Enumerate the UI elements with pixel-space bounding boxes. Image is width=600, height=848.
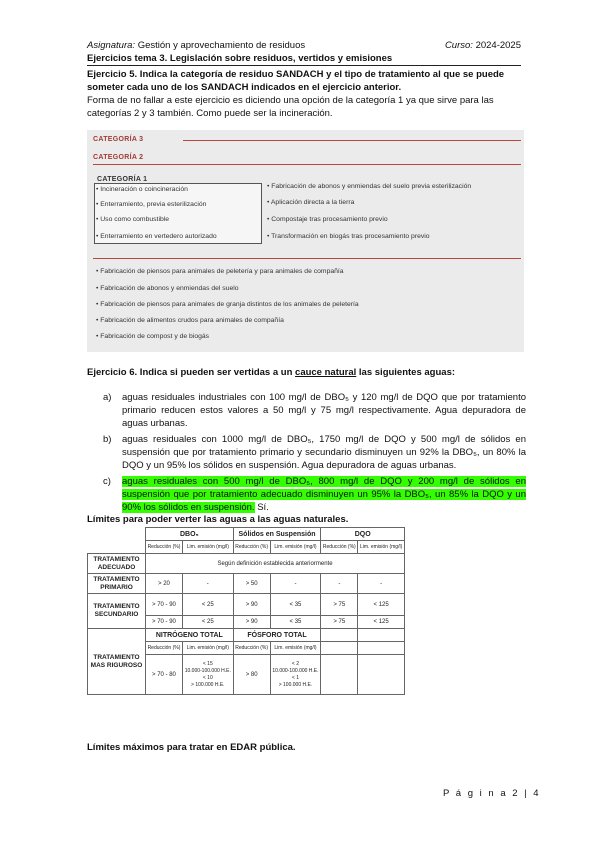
cat3-item: • Fabricación de piensos para animales de peletería y para animales de compañía	[96, 268, 344, 275]
category-3-label: CATEGORÍA 3	[93, 136, 144, 143]
limits-title: Límites para poder verter las aguas a las aguas naturales.	[87, 514, 349, 525]
table-row: Reducción (%) Lim. emisión (mg/l) Reducción (%) Lim. emisión (mg/l)	[88, 642, 405, 655]
category-1-line	[93, 258, 521, 259]
page-number: P á g i n a 2 | 4	[443, 788, 541, 799]
discharge-limits-table: DBO₅ Sólidos en Suspensión DQO Reducción (%) Lim. emisión (mg/l) Reducción (%) Lim. emisión (mg/l) Reducción (%) Lim. emisión (mg/l) TRATAMIENTO ADECUADO Según definición establecida anteriormente TRATAMIENTO PRIMARIO > 20 - > 50 - - - TRATAMIENTO SECUNDARIO > 70 - 90 < 25 > 90 < 35 > 75 < 125 > 70 - 90 < 25 > 90 < 35 > 75 < 125 TRATAMIENTO MAS RIGUROSO NITRÓGENO TOTAL FÓSFORO TOTAL Reducción (%) Lim. emisión (mg/l) Reducción (%) Lim. emisión (mg/l) > 70 - 80 < 15 10.000-100.000 H.E. < 10 > 100.000 H.E. > 80 < 2 10.000-100.000 H.E. < 1 > 100.000 H.E.	[87, 527, 405, 695]
header-subtitle: Ejercicios tema 3. Legislación sobre residuos, vertidos y emisiones	[87, 53, 521, 66]
cat2-item: • Fabricación de abonos y enmiendas del suelo previa esterilización	[267, 183, 472, 190]
row-header: TRATAMIENTO SECUNDARIO	[88, 594, 146, 629]
adecuado-cell: Según definición establecida anteriormente	[146, 554, 405, 574]
sandach-categories-figure	[87, 130, 524, 352]
row-header: TRATAMIENTO PRIMARIO	[88, 574, 146, 594]
dbo-header: DBO₅	[146, 528, 234, 541]
page-header	[87, 40, 521, 66]
cat1-item: • Enterramiento en vertedero autorizado	[96, 233, 217, 240]
cat3-item: • Fabricación de abonos y enmiendas del suelo	[96, 285, 239, 292]
exercise-5-answer: Forma de no fallar a este ejercicio es diciendo una opción de la categoría 1 ya que sirve para las categorías 2 y 3 también. Como puede ser la incineración.	[87, 95, 494, 119]
table-row: TRATAMIENTO PRIMARIO > 20 - > 50 - - -	[88, 574, 405, 594]
table-row: TRATAMIENTO SECUNDARIO > 70 - 90 < 25 > 90 < 35 > 75 < 125	[88, 594, 405, 616]
nitrogen-header: NITRÓGENO TOTAL	[146, 629, 234, 642]
cat2-item: • Compostaje tras procesamiento previo	[267, 216, 388, 223]
list-item: a) aguas residuales industriales con 100 mg/l de DBO₅ y 120 mg/l de DQO que por tratamiento primario reducen estos valores a 50 mg/l y 75 mg/l respectivamente. Agua depuradora de aguas urbanas.	[103, 392, 526, 429]
exercise-5	[87, 68, 521, 120]
row-header: TRATAMIENTO ADECUADO	[88, 554, 146, 574]
category-1-label: CATEGORÍA 1	[97, 176, 148, 183]
cat3-item: • Fabricación de alimentos crudos para animales de compañía	[96, 317, 284, 324]
course-line: Curso: 2024-2025	[444, 40, 521, 51]
list-item: b) aguas residuales con 1000 mg/l de DBO₅, 1750 mg/l de DQO y 500 mg/l de sólidos en suspensión que por tratamiento primario y secundario disminuyen un 92% la DBO₅, un 80% la DQO y un 95% los sólidos en suspensión. Agua depuradora de aguas urbanas.	[103, 434, 526, 471]
exercise-6-list	[103, 391, 526, 517]
exercise-5-title: Ejercicio 5. Indica la categoría de residuo SANDACH y el tipo de tratamiento al que se puede someter cada uno de los SANDACH indicados en el ejercicio anterior.	[87, 69, 505, 93]
phosphorus-header: FÓSFORO TOTAL	[233, 629, 321, 642]
category-2-label: CATEGORÍA 2	[93, 154, 144, 161]
table-row: > 70 - 80 < 15 10.000-100.000 H.E. < 10 > 100.000 H.E. > 80 < 2 10.000-100.000 H.E. < 1 > 100.000 H.E.	[88, 655, 405, 695]
highlighted-answer: aguas residuales con 500 mg/l de DBO₅, 800 mg/l de DQO y 200 mg/l de sólidos en suspensión que por tratamiento adecuado disminuyen un 95% la DBO₅, un 85% la DQO y un 90% los sólidos en suspensión.	[122, 476, 526, 513]
dqo-header: DQO	[321, 528, 405, 541]
ss-header: Sólidos en Suspensión	[233, 528, 321, 541]
row-header: TRATAMIENTO MAS RIGUROSO	[88, 629, 146, 695]
table-row: > 70 - 90 < 25 > 90 < 35 > 75 < 125	[88, 616, 405, 629]
cauce-natural-underline: cauce natural	[295, 367, 357, 378]
cat2-item: • Aplicación directa a la tierra	[267, 199, 355, 206]
table-row	[88, 629, 405, 642]
cat3-item: • Fabricación de compost y de biogás	[96, 333, 210, 340]
category-3-line	[183, 140, 521, 141]
cat1-item: • Enterramiento, previa esterilización	[96, 201, 207, 208]
cat3-item: • Fabricación de piensos para animales de granja distintos de los animales de peletería	[96, 301, 359, 308]
exercise-6-title: Ejercicio 6. Indica si pueden ser vertidas a un cauce natural las siguientes aguas:	[87, 367, 456, 378]
list-item: c) aguas residuales con 500 mg/l de DBO₅, 800 mg/l de DQO y 200 mg/l de sólidos en suspensión que por tratamiento adecuado disminuyen un 95% la DBO₅, un 85% la DQO y un 90% los sólidos en suspensión. Sí.	[103, 476, 526, 513]
subject-line: Asignatura: Gestión y aprovechamiento de residuos	[87, 40, 306, 51]
cat2-item: • Transformación en biogás tras procesamiento previo	[267, 233, 430, 240]
edar-limits-title: Límites máximos para tratar en EDAR pública.	[87, 742, 296, 753]
category-2-line	[93, 164, 521, 165]
cat1-item: • Uso como combustible	[96, 216, 170, 223]
cat1-item: • Incineración o coincineración	[96, 186, 188, 193]
